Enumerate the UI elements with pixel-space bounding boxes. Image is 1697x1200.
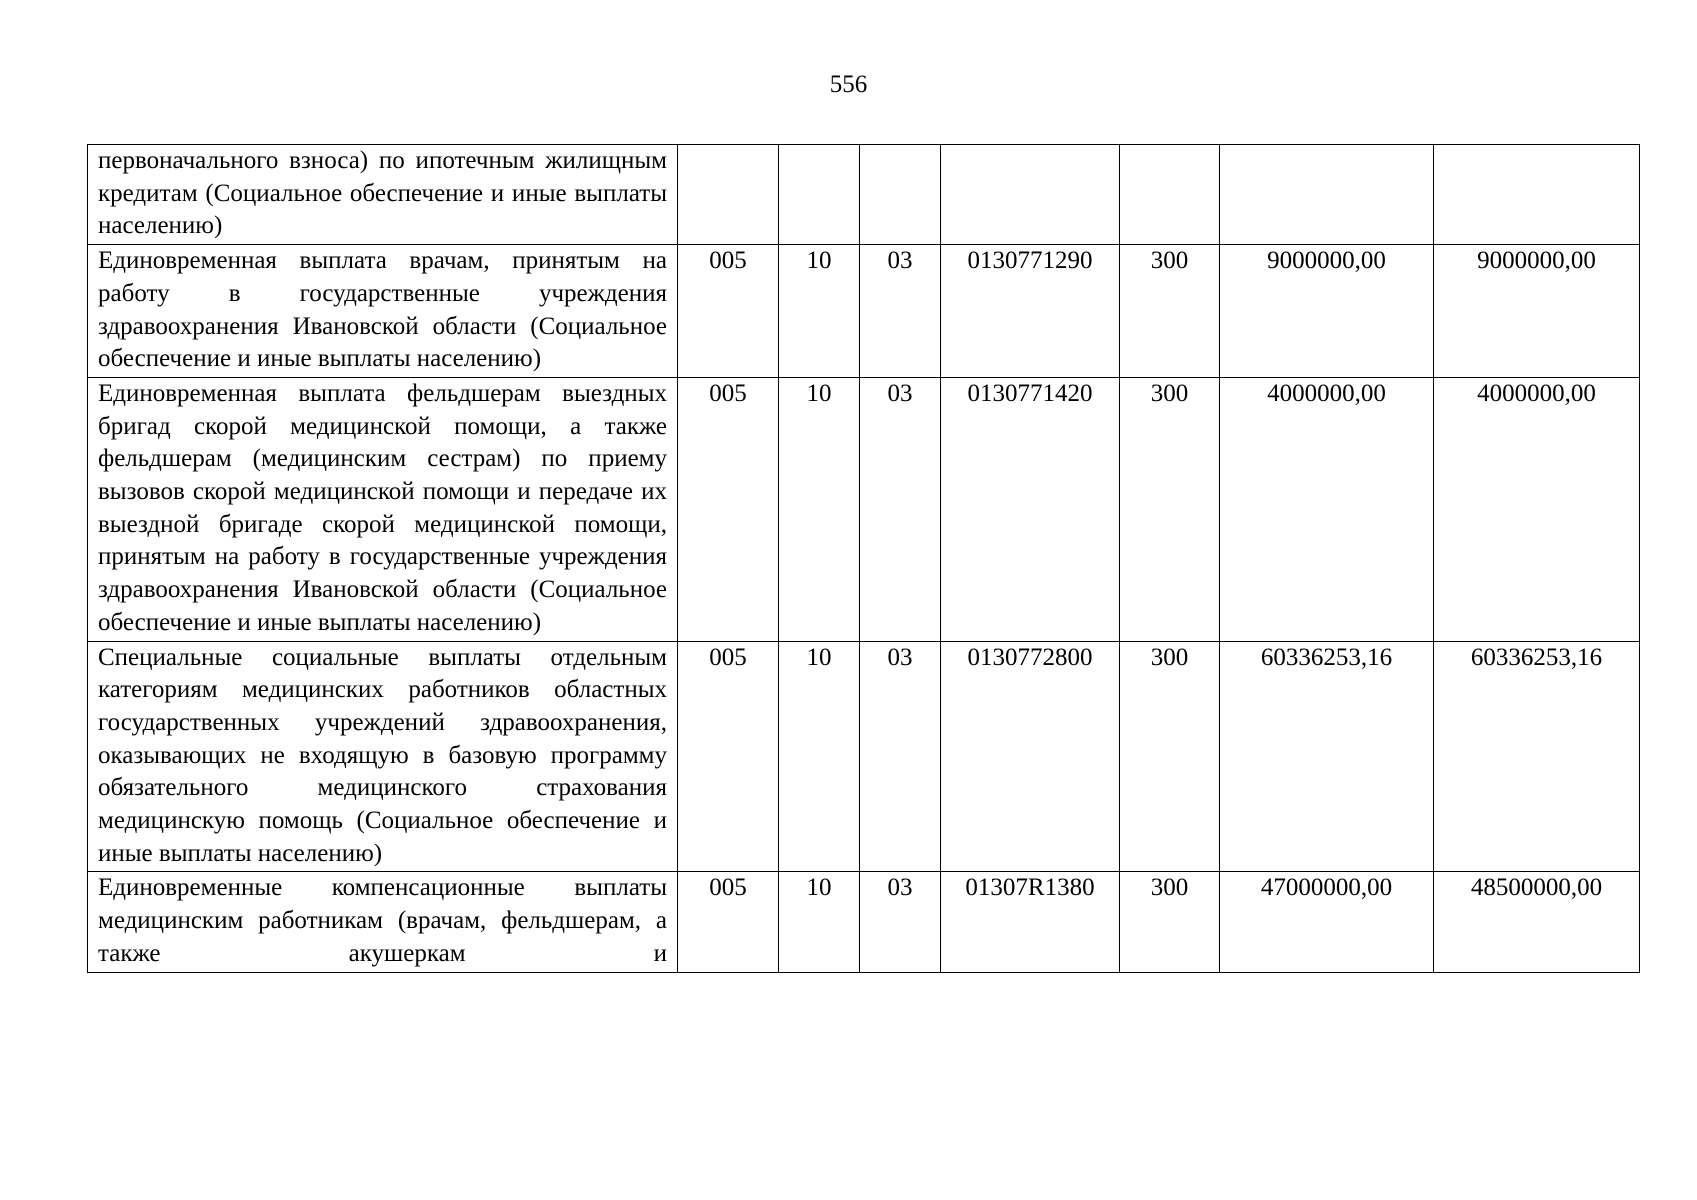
amount-2: 60336253,16: [1434, 641, 1640, 872]
budget-table: [87, 144, 1640, 973]
amount-2: 48500000,00: [1434, 872, 1640, 972]
expense-type-code: 300: [1120, 641, 1220, 872]
table-row: [88, 872, 1640, 972]
target-article-code: [941, 145, 1120, 245]
expense-type-code: 300: [1120, 872, 1220, 972]
row-description: Единовременная выплата врачам, принятым на работу в государственные учреждения здравоохранения Ивановской области (Социальное обеспечение и иные выплаты населению): [88, 245, 678, 378]
subsection-code: 03: [860, 872, 941, 972]
amount-1: 47000000,00: [1220, 872, 1434, 972]
amount-2: 9000000,00: [1434, 245, 1640, 378]
amount-1: 60336253,16: [1220, 641, 1434, 872]
amount-2: 4000000,00: [1434, 377, 1640, 641]
expense-type-code: 300: [1120, 377, 1220, 641]
amount-1: 4000000,00: [1220, 377, 1434, 641]
amount-2: [1434, 145, 1640, 245]
table-row: [88, 377, 1640, 641]
row-description: первоначального взноса) по ипотечным жилищным кредитам (Социальное обеспечение и иные выплаты населению): [88, 145, 678, 245]
ministry-code: 005: [678, 245, 779, 378]
row-description: Единовременные компенсационные выплаты медицинским работникам (врачам, фельдшерам, а также акушеркам и: [88, 872, 678, 972]
section-code: 10: [779, 641, 860, 872]
row-description: Специальные социальные выплаты отдельным категориям медицинских работников областных государственных учреждений здравоохранения, оказывающих не входящую в базовую программу обязательного медицинского страхования медицинскую помощь (Социальное обеспечение и иные выплаты населению): [88, 641, 678, 872]
table-row: [88, 245, 1640, 378]
section-code: 10: [779, 245, 860, 378]
expense-type-code: [1120, 145, 1220, 245]
table-row: [88, 145, 1640, 245]
subsection-code: 03: [860, 377, 941, 641]
ministry-code: 005: [678, 872, 779, 972]
target-article-code: 0130772800: [941, 641, 1120, 872]
amount-1: [1220, 145, 1434, 245]
target-article-code: 0130771420: [941, 377, 1120, 641]
subsection-code: 03: [860, 641, 941, 872]
expense-type-code: 300: [1120, 245, 1220, 378]
amount-1: 9000000,00: [1220, 245, 1434, 378]
subsection-code: [860, 145, 941, 245]
ministry-code: 005: [678, 377, 779, 641]
page-number: 556: [829, 71, 868, 98]
target-article-code: 0130771290: [941, 245, 1120, 378]
section-code: 10: [779, 377, 860, 641]
target-article-code: 01307R1380: [941, 872, 1120, 972]
ministry-code: [678, 145, 779, 245]
section-code: [779, 145, 860, 245]
row-description: Единовременная выплата фельдшерам выездных бригад скорой медицинской помощи, а также фельдшерам (медицинским сестрам) по приему вызовов скорой медицинской помощи и передаче их выездной бригаде скорой медицинской помощи, принятым на работу в государственные учреждения здравоохранения Ивановской области (Социальное обеспечение и иные выплаты населению): [88, 377, 678, 641]
table-row: [88, 641, 1640, 872]
subsection-code: 03: [860, 245, 941, 378]
ministry-code: 005: [678, 641, 779, 872]
section-code: 10: [779, 872, 860, 972]
